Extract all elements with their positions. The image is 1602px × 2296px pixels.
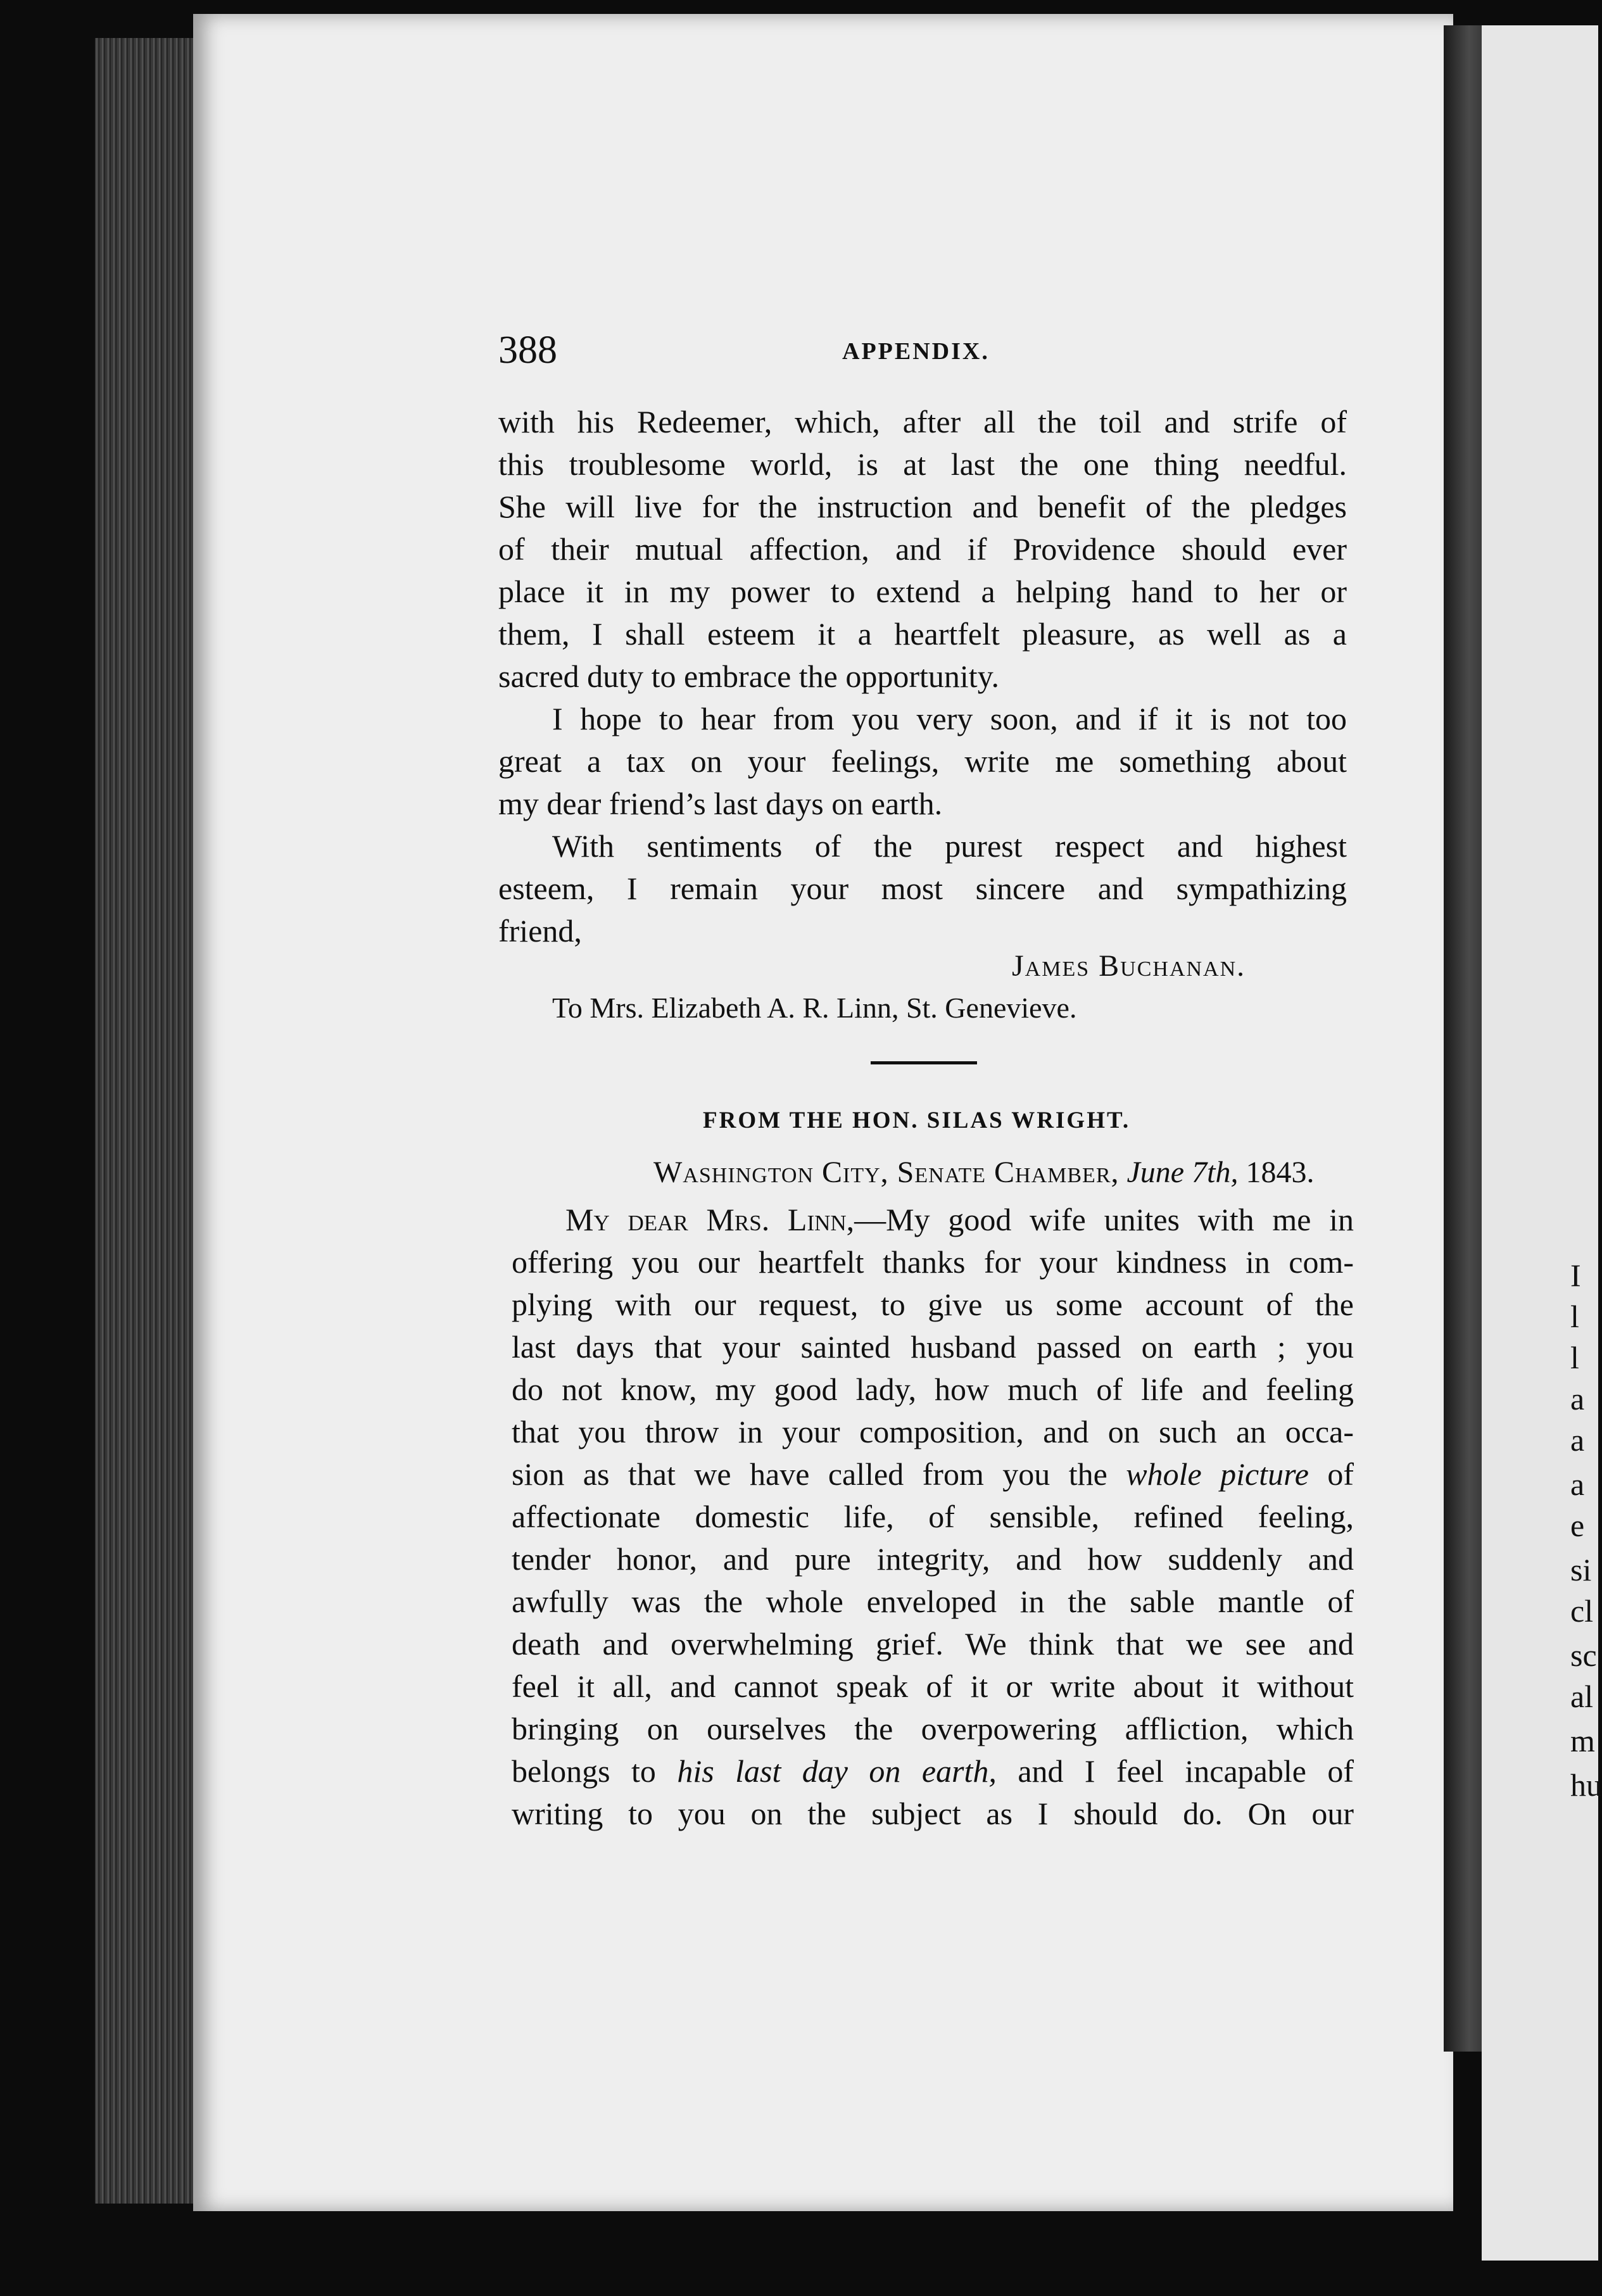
facing-page-fragment: a [1570,1381,1585,1416]
dateline [653,1155,1314,1190]
facing-page-fragment: hu [1570,1767,1602,1803]
text-line: offering you our heartfelt thanks for your kindness in com- [512,1244,1354,1280]
dateline-year: 1843. [1246,1156,1315,1189]
text-line: them, I shall esteem it a heartfelt pleasure, as well as a [498,616,1347,652]
text-fragment: sion as that we have called from you the [512,1456,1107,1492]
section-heading: FROM THE HON. SILAS WRIGHT. [703,1107,1131,1133]
signature: James Buchanan. [1012,949,1246,983]
dateline-place: Washington City, Senate Chamber, [653,1156,1120,1189]
text-line: esteem, I remain your most sincere and sympathizing [498,871,1347,906]
text-line: plying with our request, to give us some account of the [512,1287,1354,1322]
salutation: My dear Mrs. Linn, [565,1202,855,1237]
text-line: that you throw in your composition, and on such an occa- [512,1414,1354,1449]
text-line: awfully was the whole enveloped in the sable mantle of [512,1584,1354,1619]
text-line: place it in my power to extend a helping hand to her or [498,574,1347,609]
text-line: this troublesome world, is at last the one thing needful. [498,446,1347,482]
text-fragment: and I feel incapable of [1018,1753,1354,1789]
salutation-line [512,1199,1354,1241]
text-line: I hope to hear from you very soon, and if it is not too [552,701,1347,736]
emphasis: his last day on earth, [677,1753,997,1789]
text-line: death and overwhelming grief. We think that we see and [512,1626,1354,1662]
facing-page-fragment: al [1570,1679,1594,1714]
section-divider [871,1061,977,1064]
text-line: friend, [498,913,582,949]
text-line: tender honor, and pure integrity, and how suddenly and [512,1541,1354,1577]
addressee: To Mrs. Elizabeth A. R. Linn, St. Genevieve. [552,992,1077,1024]
text-line: feel it all, and cannot speak of it or write about it without [512,1668,1354,1704]
facing-page-fragment: m [1570,1723,1595,1758]
text-line [512,1453,1354,1496]
facing-page-fragment: e [1570,1508,1585,1543]
facing-page-fragment: cl [1570,1593,1594,1629]
emphasis: whole picture [1126,1456,1309,1492]
text-line: of their mutual affection, and if Providence should ever [498,531,1347,567]
page-edges [95,38,196,2204]
text-line: sacred duty to embrace the opportunity. [498,659,999,694]
text-line: with his Redeemer, which, after all the toil and strife of [498,404,1347,439]
facing-page-fragment: sc [1570,1637,1597,1673]
text-line: great a tax on your feelings, write me something about [498,743,1347,779]
text-fragment: belongs to [512,1753,656,1789]
facing-page-edge [1482,25,1602,2261]
text-line [512,1750,1354,1793]
text-fragment: of [1327,1456,1354,1492]
letter-one-body [498,401,1347,952]
facing-page-fragment: si [1570,1552,1592,1587]
text-line: With sentiments of the purest respect and highest [552,828,1347,864]
page-number: 388 [498,329,557,372]
text-line: do not know, my good lady, how much of life and feeling [512,1372,1354,1407]
running-head: APPENDIX. [842,338,990,365]
text-line: last days that your sainted husband passed on earth ; you [512,1329,1354,1365]
facing-page-fragment: I [1570,1258,1581,1293]
text-line: writing to you on the subject as I should do. On our [512,1796,1354,1831]
text-fragment: —My good wife unites with me in [854,1202,1354,1237]
text-line: She will live for the instruction and benefit of the pledges [498,489,1347,524]
text-line: affectionate domestic life, of sensible, refined feeling, [512,1499,1354,1534]
text-line: bringing on ourselves the overpowering affliction, which [512,1711,1354,1746]
facing-page-fragment: l [1570,1340,1579,1375]
facing-page-fragment: a [1570,1422,1585,1458]
dateline-date: June 7th, [1126,1156,1239,1189]
text-line: my dear friend’s last days on earth. [498,786,943,821]
letter-two-body [512,1199,1354,1835]
facing-page-fragment: a [1570,1467,1585,1502]
facing-page-fragment: l [1570,1299,1579,1334]
